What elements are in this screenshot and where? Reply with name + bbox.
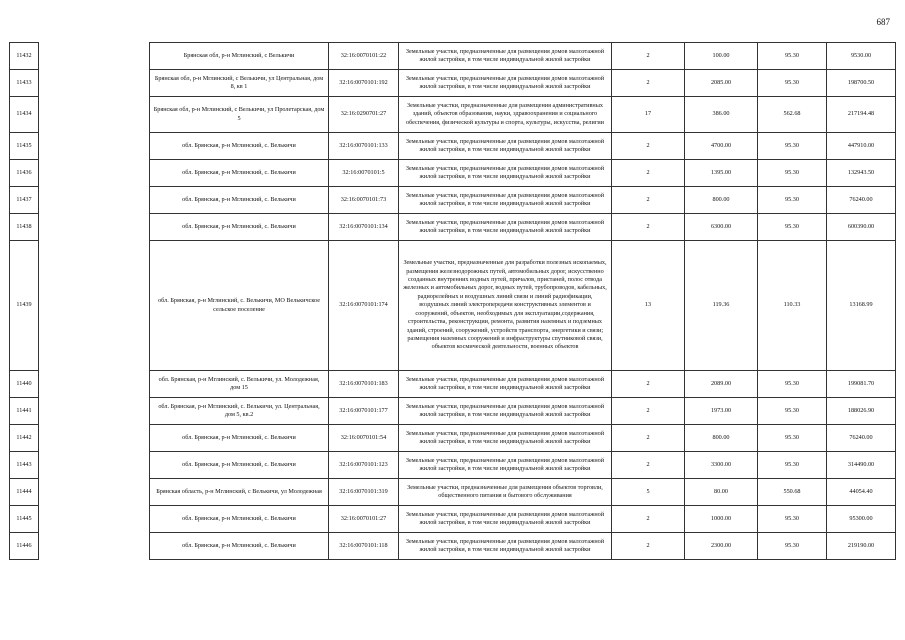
cadastral-number-cell: 32:16:0070101:22: [329, 43, 399, 70]
table-row: [10, 70, 896, 97]
spacer-cell: [39, 133, 150, 160]
land-purpose-cell: Земельные участки, предназначенные для разработки полезных ископаемых, размещения железнодорожных путей, автомобильных дорог, искусственно созданных внутренних водных путей, причалов, пристаней, полос отвода железных и автомобильных дорог, водных путей, трубопроводов, кабельных, радиорелейных и воздушных линий связи и линий радиофикации, воздушных линий электропередачи конструктивных элементов и сооружений, объектов, необходимых для эксплуатации,содержания, строительства, реконструкции, ремонта, развития наземных и подземных зданий, строений, сооружений, устройств транспорта, энергетики и связи; размещения наземных сооружений и инфраструктуры спутниковой связи, объектов космической деятельности, военных объектов: [399, 241, 612, 371]
address-cell: обл. Брянская, р-н Мглинский, с. Велькичи: [150, 425, 329, 452]
address-cell: обл. Брянская, р-н Мглинский, с. Велькичи: [150, 533, 329, 560]
cadastral-number-cell: 32:16:0070101:5: [329, 160, 399, 187]
area-cell: 2085.00: [685, 70, 758, 97]
use-group-cell: 2: [612, 371, 685, 398]
area-cell: 1395.00: [685, 160, 758, 187]
area-cell: 100.00: [685, 43, 758, 70]
spacer-cell: [39, 241, 150, 371]
cadastral-number-cell: 32:16:0070101:174: [329, 241, 399, 371]
cadastral-number-cell: 32:16:0070101:118: [329, 533, 399, 560]
record-number: 11432: [10, 43, 39, 70]
rate-cell: 95.30: [758, 70, 827, 97]
registry-table-body: [10, 43, 896, 560]
use-group-cell: 2: [612, 506, 685, 533]
table-row: [10, 479, 896, 506]
cadastral-value-cell: 447910.00: [827, 133, 896, 160]
area-cell: 3300.00: [685, 452, 758, 479]
rate-cell: 95.30: [758, 214, 827, 241]
address-cell: Брянская область, р-н Мглинский, с Велькичи, ул Молодежная: [150, 479, 329, 506]
cadastral-value-cell: 600390.00: [827, 214, 896, 241]
cadastral-value-cell: 219190.00: [827, 533, 896, 560]
spacer-cell: [39, 398, 150, 425]
cadastral-number-cell: 32:16:0070101:123: [329, 452, 399, 479]
record-number: 11435: [10, 133, 39, 160]
address-cell: обл. Брянская, р-н Мглинский, с. Велькичи, ул. Центральная, дом 5, кв.2: [150, 398, 329, 425]
record-number: 11437: [10, 187, 39, 214]
land-purpose-cell: Земельные участки, предназначенные для размещения домов малоэтажной жилой застройки, в том числе индивидуальной жилой застройки: [399, 398, 612, 425]
rate-cell: 110.33: [758, 241, 827, 371]
area-cell: 800.00: [685, 425, 758, 452]
cadastral-number-cell: 32:16:0070101:183: [329, 371, 399, 398]
use-group-cell: 2: [612, 160, 685, 187]
use-group-cell: 13: [612, 241, 685, 371]
rate-cell: 95.30: [758, 43, 827, 70]
cadastral-value-cell: 95300.00: [827, 506, 896, 533]
cadastral-value-cell: 13168.99: [827, 241, 896, 371]
rate-cell: 550.68: [758, 479, 827, 506]
rate-cell: 95.30: [758, 133, 827, 160]
cadastral-value-cell: 44054.40: [827, 479, 896, 506]
rate-cell: 95.30: [758, 371, 827, 398]
land-purpose-cell: Земельные участки, предназначенные для размещения домов малоэтажной жилой застройки, в том числе индивидуальной жилой застройки: [399, 452, 612, 479]
address-cell: обл. Брянская, р-н Мглинский, с. Велькичи: [150, 214, 329, 241]
area-cell: 2089.00: [685, 371, 758, 398]
record-number: 11444: [10, 479, 39, 506]
record-number: 11443: [10, 452, 39, 479]
cadastral-number-cell: 32:16:0290701:27: [329, 97, 399, 133]
use-group-cell: 2: [612, 425, 685, 452]
cadastral-value-cell: 198700.50: [827, 70, 896, 97]
address-cell: обл. Брянская, р-н Мглинский, с. Велькичи: [150, 133, 329, 160]
table-row: [10, 425, 896, 452]
use-group-cell: 17: [612, 97, 685, 133]
cadastral-number-cell: 32:16:0070101:134: [329, 214, 399, 241]
land-purpose-cell: Земельные участки, предназначенные для размещения домов малоэтажной жилой застройки, в том числе индивидуальной жилой застройки: [399, 533, 612, 560]
cadastral-value-cell: 9530.00: [827, 43, 896, 70]
record-number: 11439: [10, 241, 39, 371]
cadastral-value-cell: 314490.00: [827, 452, 896, 479]
spacer-cell: [39, 533, 150, 560]
cadastral-number-cell: 32:16:0070101:54: [329, 425, 399, 452]
cadastral-value-cell: 132943.50: [827, 160, 896, 187]
spacer-cell: [39, 187, 150, 214]
cadastral-value-cell: 76240.00: [827, 187, 896, 214]
rate-cell: 562.68: [758, 97, 827, 133]
registry-table: [9, 42, 896, 560]
record-number: 11445: [10, 506, 39, 533]
address-cell: обл. Брянская, р-н Мглинский, с. Велькичи: [150, 187, 329, 214]
spacer-cell: [39, 506, 150, 533]
record-number: 11434: [10, 97, 39, 133]
cadastral-number-cell: 32:16:0070101:133: [329, 133, 399, 160]
table-row: [10, 97, 896, 133]
spacer-cell: [39, 214, 150, 241]
table-row: [10, 160, 896, 187]
cadastral-number-cell: 32:16:0070101:27: [329, 506, 399, 533]
record-number: 11442: [10, 425, 39, 452]
spacer-cell: [39, 452, 150, 479]
rate-cell: 95.30: [758, 425, 827, 452]
record-number: 11436: [10, 160, 39, 187]
spacer-cell: [39, 160, 150, 187]
record-number: 11441: [10, 398, 39, 425]
record-number: 11440: [10, 371, 39, 398]
address-cell: Брянская обл, р-н Мглинский, с Велькичи: [150, 43, 329, 70]
table-row: [10, 214, 896, 241]
cadastral-number-cell: 32:16:0070101:319: [329, 479, 399, 506]
rate-cell: 95.30: [758, 506, 827, 533]
spacer-cell: [39, 97, 150, 133]
rate-cell: 95.30: [758, 160, 827, 187]
use-group-cell: 5: [612, 479, 685, 506]
spacer-cell: [39, 425, 150, 452]
record-number: 11446: [10, 533, 39, 560]
cadastral-value-cell: 199081.70: [827, 371, 896, 398]
address-cell: обл. Брянская, р-н Мглинский, с. Велькичи: [150, 452, 329, 479]
address-cell: обл. Брянская, р-н Мглинский, с. Велькичи: [150, 160, 329, 187]
use-group-cell: 2: [612, 43, 685, 70]
land-purpose-cell: Земельные участки, предназначенные для размещения домов малоэтажной жилой застройки, в том числе индивидуальной жилой застройки: [399, 506, 612, 533]
area-cell: 2300.00: [685, 533, 758, 560]
record-number: 11438: [10, 214, 39, 241]
land-purpose-cell: Земельные участки, предназначенные для размещения домов малоэтажной жилой застройки, в том числе индивидуальной жилой застройки: [399, 214, 612, 241]
area-cell: 119.36: [685, 241, 758, 371]
cadastral-number-cell: 32:16:0070101:192: [329, 70, 399, 97]
table-row: [10, 533, 896, 560]
table-row: [10, 398, 896, 425]
spacer-cell: [39, 479, 150, 506]
table-row: [10, 43, 896, 70]
use-group-cell: 2: [612, 214, 685, 241]
page-number: 687: [876, 17, 890, 27]
address-cell: обл. Брянская, р-н Мглинский, с. Велькичи: [150, 506, 329, 533]
use-group-cell: 2: [612, 133, 685, 160]
area-cell: 386.00: [685, 97, 758, 133]
table-row: [10, 506, 896, 533]
rate-cell: 95.30: [758, 533, 827, 560]
cadastral-number-cell: 32:16:0070101:73: [329, 187, 399, 214]
area-cell: 1000.00: [685, 506, 758, 533]
area-cell: 80.00: [685, 479, 758, 506]
land-purpose-cell: Земельные участки, предназначенные для размещения домов малоэтажной жилой застройки, в том числе индивидуальной жилой застройки: [399, 425, 612, 452]
spacer-cell: [39, 43, 150, 70]
land-purpose-cell: Земельные участки, предназначенные для размещения объектов торговли, общественного питания и бытового обслуживания: [399, 479, 612, 506]
land-purpose-cell: Земельные участки, предназначенные для размещения домов малоэтажной жилой застройки, в том числе индивидуальной жилой застройки: [399, 70, 612, 97]
land-purpose-cell: Земельные участки, предназначенные для размещения домов малоэтажной жилой застройки, в том числе индивидуальной жилой застройки: [399, 160, 612, 187]
land-purpose-cell: Земельные участки, предназначенные для размещения домов малоэтажной жилой застройки, в том числе индивидуальной жилой застройки: [399, 43, 612, 70]
area-cell: 1973.00: [685, 398, 758, 425]
use-group-cell: 2: [612, 187, 685, 214]
table-row: [10, 452, 896, 479]
table-row: [10, 371, 896, 398]
area-cell: 6300.00: [685, 214, 758, 241]
area-cell: 4700.00: [685, 133, 758, 160]
use-group-cell: 2: [612, 533, 685, 560]
land-purpose-cell: Земельные участки, предназначенные для размещения домов малоэтажной жилой застройки, в том числе индивидуальной жилой застройки: [399, 371, 612, 398]
address-cell: обл. Брянская, р-н Мглинский, с. Велькичи, МО Велькичское сельское поселение: [150, 241, 329, 371]
use-group-cell: 2: [612, 452, 685, 479]
rate-cell: 95.30: [758, 187, 827, 214]
land-purpose-cell: Земельные участки, предназначенные для размещения домов малоэтажной жилой застройки, в том числе индивидуальной жилой застройки: [399, 187, 612, 214]
rate-cell: 95.30: [758, 452, 827, 479]
cadastral-value-cell: 217194.48: [827, 97, 896, 133]
cadastral-value-cell: 188026.90: [827, 398, 896, 425]
cadastral-value-cell: 76240.00: [827, 425, 896, 452]
land-purpose-cell: Земельные участки, предназначенные для размещения домов малоэтажной жилой застройки, в том числе индивидуальной жилой застройки: [399, 133, 612, 160]
use-group-cell: 2: [612, 70, 685, 97]
address-cell: обл. Брянская, р-н Мглинский, с. Велькичи, ул. Молодежная, дом 15: [150, 371, 329, 398]
table-row: [10, 241, 896, 371]
spacer-cell: [39, 70, 150, 97]
table-row: [10, 187, 896, 214]
cadastral-number-cell: 32:16:0070101:177: [329, 398, 399, 425]
address-cell: Брянская обл, р-н Мглинский, с Велькичи, ул Центральная, дом 8, кв 1: [150, 70, 329, 97]
table-row: [10, 133, 896, 160]
land-purpose-cell: Земельные участки, предназначенные для размещения административных зданий, объектов образования, науки, здравоохранения и социального обеспечения, физической культуры и спорта, культуры, искусства, религии: [399, 97, 612, 133]
use-group-cell: 2: [612, 398, 685, 425]
record-number: 11433: [10, 70, 39, 97]
rate-cell: 95.30: [758, 398, 827, 425]
area-cell: 800.00: [685, 187, 758, 214]
spacer-cell: [39, 371, 150, 398]
address-cell: Брянская обл, р-н Мглинский, с Велькичи, ул Пролетарская, дом 5: [150, 97, 329, 133]
